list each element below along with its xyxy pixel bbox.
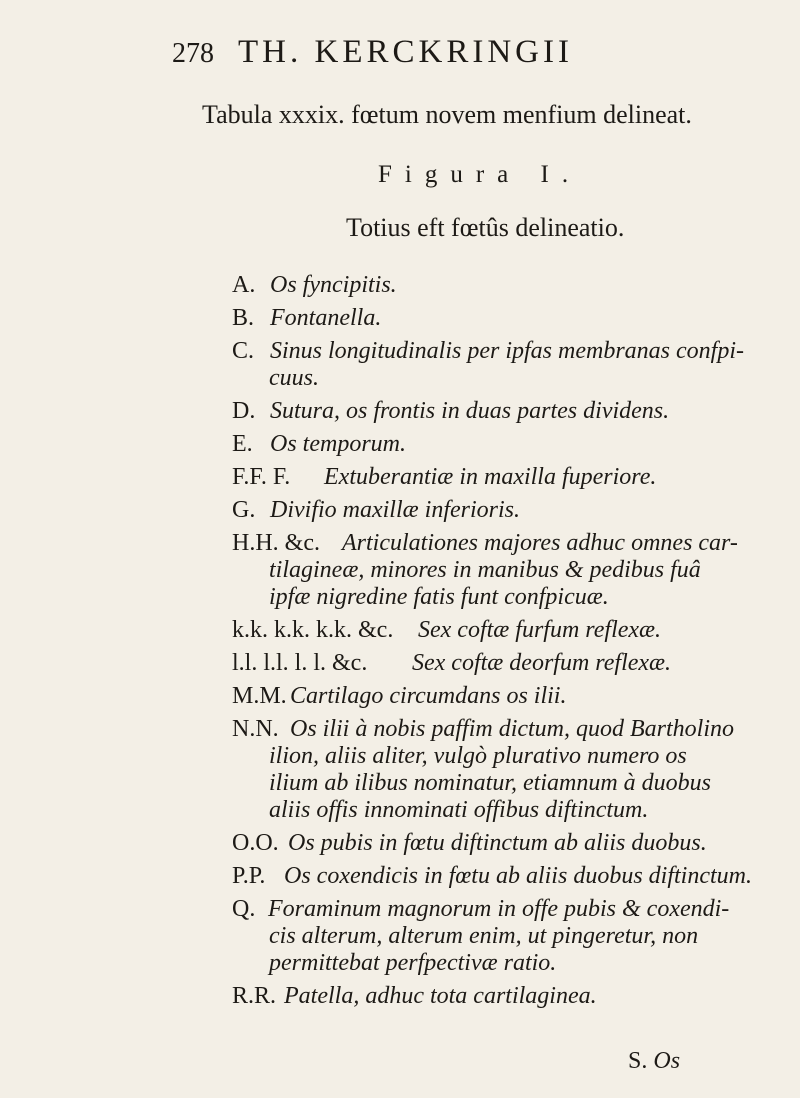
entry-key: l.l. l.l. l. l. &c. — [232, 650, 368, 676]
legend-entry — [232, 896, 792, 977]
entry-text-line: tilagineæ, minores in manibus & pedibus fuâ — [269, 557, 701, 583]
entry-text-line: Cartilago circumdans os ilii. — [290, 683, 567, 709]
legend-entry — [232, 431, 792, 458]
catchword-word: Os — [653, 1048, 681, 1074]
legend-entry — [232, 272, 792, 299]
entry-key: G. — [232, 497, 256, 523]
entry-text-line: ilion, aliis aliter, vulgò plurativo numero os — [269, 743, 687, 769]
entry-text-line: Divifio maxillæ inferioris. — [270, 497, 520, 523]
entry-key: P.P. — [232, 863, 266, 889]
entry-text-line: Os coxendicis in fœtu ab aliis duobus diftinctum. — [284, 863, 752, 889]
legend-entry — [232, 464, 792, 491]
entry-key: D. — [232, 398, 256, 424]
entry-text-line: Sex coftæ furfum reflexæ. — [418, 617, 662, 643]
entry-text-line: ilium ab ilibus nominatur, etiamnum à duobus — [269, 770, 712, 796]
entry-key: A. — [232, 272, 256, 298]
catchword — [628, 1048, 680, 1075]
intro-line: Tabula xxxix. fœtum novem menfium delineat. — [202, 100, 692, 129]
running-head — [172, 34, 573, 71]
page-number: 278 — [172, 38, 214, 69]
catchword-key: S. — [628, 1048, 648, 1074]
entry-text-line: Os temporum. — [270, 431, 406, 457]
legend-entry — [232, 398, 792, 425]
entry-key: M.M. — [232, 683, 287, 709]
legend-entry — [232, 305, 792, 332]
entry-text-line: Sutura, os frontis in duas partes dividens. — [270, 398, 670, 424]
entry-text-line: Os ilii à nobis paffim dictum, quod Bartholino — [290, 716, 735, 742]
entry-key: k.k. k.k. k.k. &c. — [232, 617, 394, 643]
legend-entry — [232, 617, 792, 644]
figure-heading: Figura I. — [378, 161, 582, 188]
entry-key: F.F. F. — [232, 464, 291, 490]
entry-key: R.R. — [232, 983, 277, 1009]
entry-text-line: cuus. — [269, 365, 319, 391]
entry-text-line: Articulationes majores adhuc omnes car- — [342, 530, 738, 556]
entry-text-line: cis alterum, alterum enim, ut pingeretur, non — [269, 923, 699, 949]
entry-text-line: ipfæ nigredine fatis funt confpicuæ. — [269, 584, 609, 610]
entry-text-line: Extuberantiæ in maxilla fuperiore. — [324, 464, 657, 490]
legend-entry — [232, 338, 792, 392]
entry-text-line: Fontanella. — [270, 305, 382, 331]
entry-text-line: Patella, adhuc tota cartilaginea. — [284, 983, 597, 1009]
entry-key: Q. — [232, 896, 256, 922]
entry-key: E. — [232, 431, 253, 457]
legend-entry — [232, 683, 792, 710]
legend-entry — [232, 497, 792, 524]
legend-entry — [232, 530, 792, 611]
entry-text-line: permittebat perfpectivæ ratio. — [269, 950, 557, 976]
running-title: TH. KERCKRINGII — [238, 34, 573, 70]
legend-entry — [232, 650, 792, 677]
entry-key: O.O. — [232, 830, 279, 856]
legend-entries — [232, 272, 792, 1016]
entry-key: C. — [232, 338, 255, 364]
legend-entry — [232, 716, 792, 824]
entry-key: N.N. — [232, 716, 279, 742]
entry-text-line: Os fyncipitis. — [270, 272, 397, 298]
legend-entry — [232, 983, 792, 1010]
entry-text-line: Foraminum magnorum in offe pubis & coxendi- — [268, 896, 730, 922]
entry-key: B. — [232, 305, 255, 331]
entry-text-line: Sex coftæ deorfum reflexæ. — [412, 650, 672, 676]
entry-key: H.H. &c. — [232, 530, 320, 556]
legend-entry — [232, 830, 792, 857]
entry-text-line: Sinus longitudinalis per ipfas membranas confpi- — [270, 338, 744, 364]
entry-text-line: aliis offis innominati offibus diftinctum. — [269, 797, 649, 823]
figure-subtitle: Totius eft fœtûs delineatio. — [346, 213, 625, 242]
entry-text-line: Os pubis in fœtu diftinctum ab aliis duobus. — [288, 830, 707, 856]
legend-entry — [232, 863, 792, 890]
